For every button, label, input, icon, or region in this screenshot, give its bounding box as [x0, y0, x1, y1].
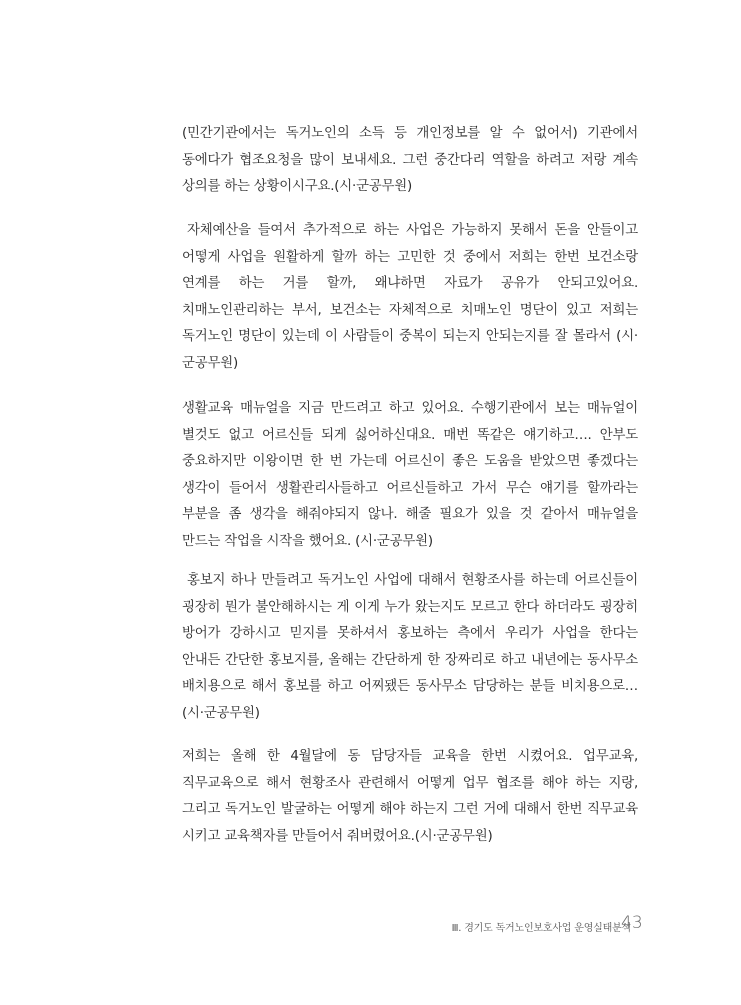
- interview-quote-2: 자체예산을 들여서 추가적으로 하는 사업은 가능하지 못해서 돈을 안들이고 어떻게 사업을 원활하게 할까 하는 고민한 것 중에서 저희는 한번 보건소랑 연계를 하는 거를 할까, 왜냐하면 자료가 공유가 안되고있어요. 치매노인관리하는 부서, 보건소는 자체적으로 치매노인 명단이 있고 저희는 독거노인 명단이 있는데 이 사람들이 중복이 되는지 안되는지를 잘 몰라서 (시·군공무원): [182, 223, 638, 371]
- page-number: 43: [621, 913, 643, 933]
- interview-quote-3: 생활교육 매뉴얼을 지금 만드려고 하고 있어요. 수행기관에서 보는 매뉴얼이 별것도 없고 어르신들 되게 싫어하신대요. 매번 똑같은 얘기하고…. 안부도 중요하지만 이왕이면 한 번 가는데 어르신이 좋은 도움을 받았으면 좋겠다는 생각이 들어서 생활관리사들하고 어르신들하고 가서 무슨 얘기를 할까라는 부분을 좀 생각을 해줘야되지 않나. 해줄 필요가 있을 것 같아서 매뉴얼을 만드는 작업을 시작을 했어요. (시·군공무원): [182, 401, 638, 549]
- running-footer-title: Ⅲ. 경기도 독거노인보호사업 운영실태분석: [451, 923, 631, 934]
- interview-quote-5: 저희는 올해 한 4월달에 동 담당자들 교육을 한번 시켰어요. 업무교육, 직무교육으로 해서 현황조사 관련해서 어떻게 업무 협조를 해야 하는 지랑, 그리고 독거노인 발굴하는 어떻게 해야 하는지 그런 거에 대해서 한번 직무교육 시키고 교육책자를 만들어서 줘버렸어요.(시·군공무원): [182, 749, 638, 844]
- interview-quote-4: 홍보지 하나 만들려고 독거노인 사업에 대해서 현황조사를 하는데 어르신들이 굉장히 뭔가 불안해하시는 게 이게 누가 왔는지도 모르고 한다 하더라도 굉장히 방어가 강하시고 믿지를 못하셔서 홍보하는 측에서 우리가 사업을 한다는 안내든 간단한 홍보지를, 올해는 간단하게 한 장짜리로 하고 내년에는 동사무소 배치용으로 해서 홍보를 하고 어찌됐든 동사무소 담당하는 분들 비치용으로…(시·군공무원): [182, 573, 638, 721]
- interview-quote-1: (민간기관에서는 독거노인의 소득 등 개인정보를 알 수 없어서) 기관에서 동에다가 협조요청을 많이 보내세요. 그런 중간다리 역할을 하려고 저랑 계속 상의를 하는 상황이시구요.(시·군공무원): [182, 126, 638, 194]
